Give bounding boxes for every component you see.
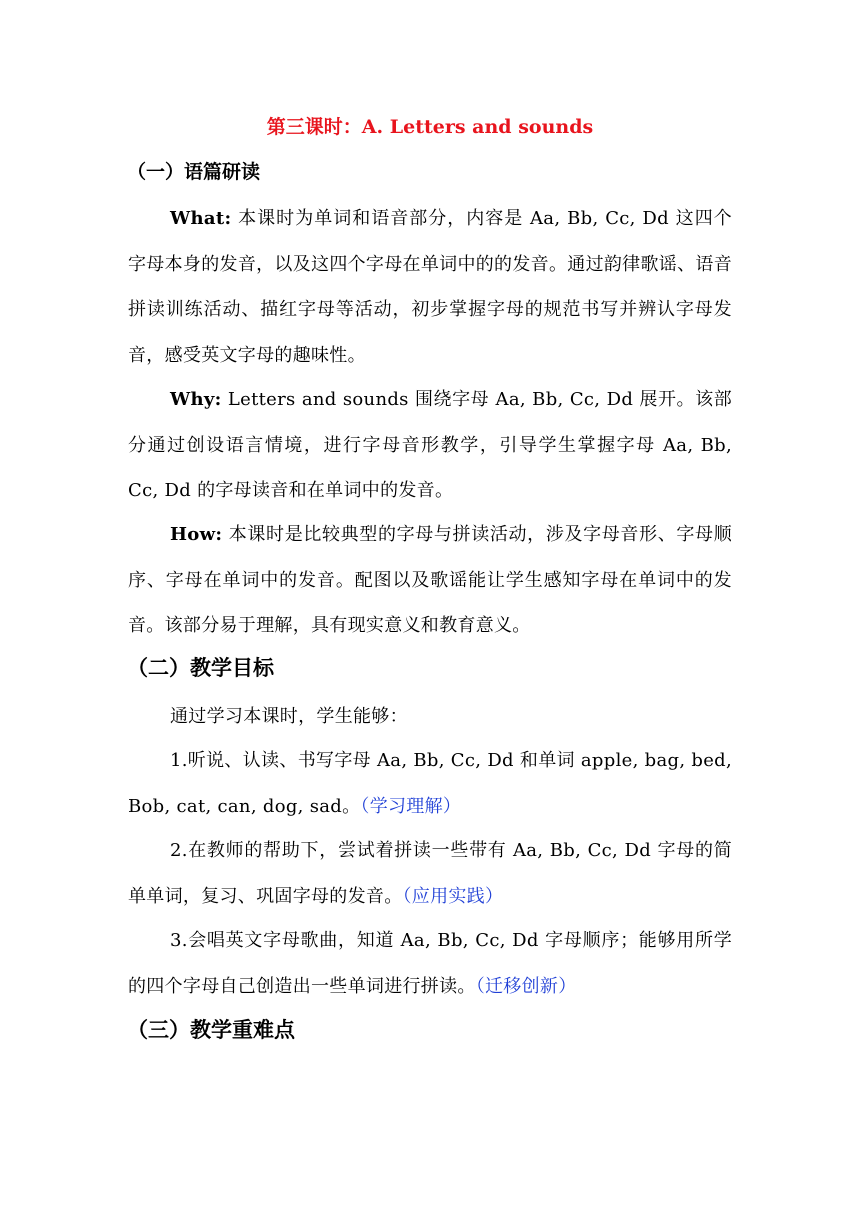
why-text: Letters and sounds 围绕字母 Aa, Bb, Cc, Dd 展开。该部分通过创设语言情境，进行字母音形教学，引导学生掌握字母 Aa, Bb, Cc, Dd 的字母读音和在单词中的发音。: [128, 389, 732, 501]
objective-1: [128, 738, 732, 829]
how-paragraph: [128, 512, 732, 649]
objective-3-text: 3.会唱英文字母歌曲，知道 Aa, Bb, Cc, Dd 字母顺序；能够用所学的四个字母自己创造出一些单词进行拼读。: [128, 930, 732, 997]
objective-2-text: 2.在教师的帮助下，尝试着拼读一些带有 Aa, Bb, Cc, Dd 字母的简单单词，复习、巩固字母的发音。: [128, 840, 732, 907]
section-heading-text-study: （一）语篇研读: [127, 161, 261, 183]
goals-intro: 通过学习本课时，学生能够：: [170, 706, 408, 727]
objective-1-tag: （学习理解）: [360, 795, 462, 817]
why-paragraph: [128, 377, 732, 514]
what-text: 本课时为单词和语音部分，内容是 Aa, Bb, Cc, Dd 这四个字母本身的发音，以及这四个字母在单词中的的发音。通过韵律歌谣、语音拼读训练活动、描红字母等活动，初步掌握字母的规范书写并辨认字母发音，感受英文字母的趣味性。: [128, 208, 732, 366]
objective-3-tag: （迁移创新）: [475, 975, 577, 997]
how-text: 本课时是比较典型的字母与拼读活动，涉及字母音形、字母顺序、字母在单词中的发音。配图以及歌谣能让学生感知字母在单词中的发音。该部分易于理解，具有现实意义和教育意义。: [128, 524, 732, 636]
objective-2-tag: （应用实践）: [402, 885, 504, 907]
lesson-title: 第三课时：A. Letters and sounds: [266, 116, 594, 138]
section-heading-key-difficulties: （三）教学重难点: [127, 1017, 295, 1042]
objective-1-text: 1.听说、认读、书写字母 Aa, Bb, Cc, Dd 和单词 apple, bag, bed, Bob, cat, can, dog, sad。: [128, 750, 732, 817]
what-paragraph: [128, 196, 732, 378]
section-heading-teaching-goals: （二）教学目标: [127, 655, 274, 680]
what-lead: What:: [170, 208, 232, 229]
objective-3: [128, 918, 732, 1009]
why-lead: Why:: [170, 389, 222, 410]
how-lead: How:: [170, 524, 223, 545]
objective-2: [128, 828, 732, 919]
